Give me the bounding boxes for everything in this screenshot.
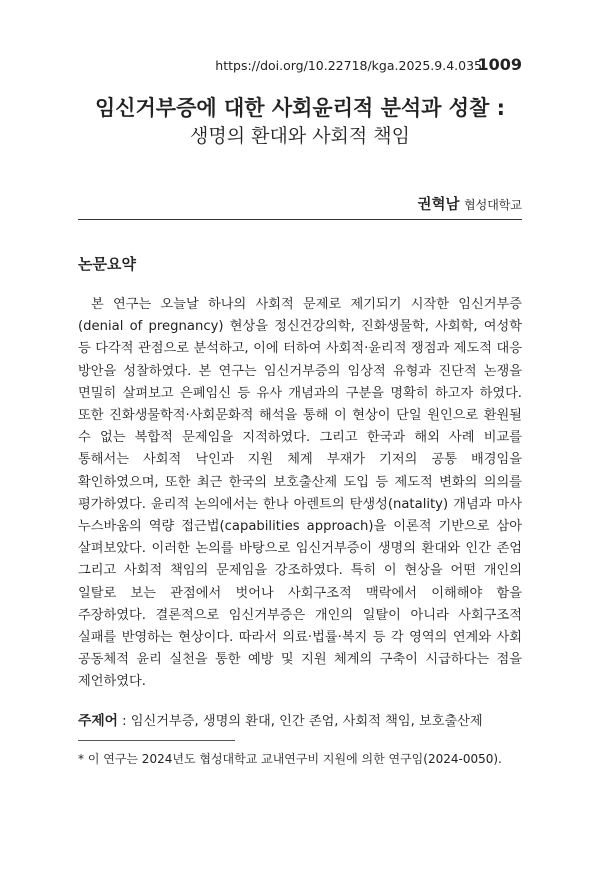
page-number: 1009 bbox=[477, 55, 522, 74]
author-affiliation: 협성대학교 bbox=[464, 198, 522, 212]
title-divider bbox=[78, 219, 522, 220]
paper-title: 임신거부증에 대한 사회윤리적 분석과 성찰 : bbox=[94, 96, 506, 120]
footnote: * 이 연구는 2024년도 협성대학교 교내연구비 지원에 의한 연구임(2024-0050). bbox=[78, 752, 502, 766]
keywords-line bbox=[78, 709, 528, 729]
abstract-body: 본 연구는 오늘날 하나의 사회적 문제로 제기되기 시작한 임신거부증(denial of pregnancy) 현상을 정신건강의학, 진화생물학, 사회학, 여성학 등 다각적 관점으로 분석하고, 이에 터하여 사회적·윤리적 쟁점과 제도적 대응 방안을 성찰하였다. 본 연구는 임신거부증의 임상적 유형과 진단적 논쟁을 면밀히 살펴보고 은폐임신 등 유사 개념과의 구분을 명확히 하고자 하였다. 또한 진화생물학적·사회문화적 해석을 통해 이 현상이 단일 원인으로 환원될 수 없는 복합적 문제임을 지적하였다. 그리고 한국과 해외 사례 비교를 통해서는 사회적 낙인과 지원 체계 부재가 기저의 공통 배경임을 확인하였으며, 또한 최근 한국의 보호출산제 도입 등 제도적 변화의 의의를 평가하였다. 윤리적 논의에서는 한나 아렌트의 탄생성(natality) 개념과 마사 누스바움의 역량 접근법(capabilities approach)을 이론적 기반으로 삼아 살펴보았다. 이러한 논의를 바탕으로 임신거부증이 생명의 환대와 인간 존엄 그리고 사회적 책임의 문제임을 강조하였다. 특히 이 현상을 어떤 개인의 일탈로 보는 관점에서 벗어나 사회구조적 맥락에서 이해해야 함을 주장하였다. 결론적으로 임신거부증은 개인의 일탈이 아니라 사회구조적 실패를 반영하는 현상이다. 따라서 의료·법률·복지 등 각 영역의 연계와 사회 공동체적 윤리 실천을 통한 예방 및 지원 체계의 구축이 시급하다는 점을 제언하였다. bbox=[78, 297, 522, 690]
paper-subtitle: 생명의 환대와 사회적 책임 bbox=[189, 125, 410, 147]
keywords-label: 주제어 bbox=[78, 713, 118, 729]
footnote-divider bbox=[78, 740, 235, 741]
author-name: 권혁남 bbox=[417, 197, 460, 213]
keywords-text: : 임신거부증, 생명의 환대, 인간 존엄, 사회적 책임, 보호출산제 bbox=[117, 714, 483, 729]
doi-link[interactable]: https://doi.org/10.22718/kga.2025.9.4.035 bbox=[215, 58, 482, 73]
abstract-heading: 논문요약 bbox=[78, 255, 136, 273]
author-line bbox=[418, 193, 522, 214]
